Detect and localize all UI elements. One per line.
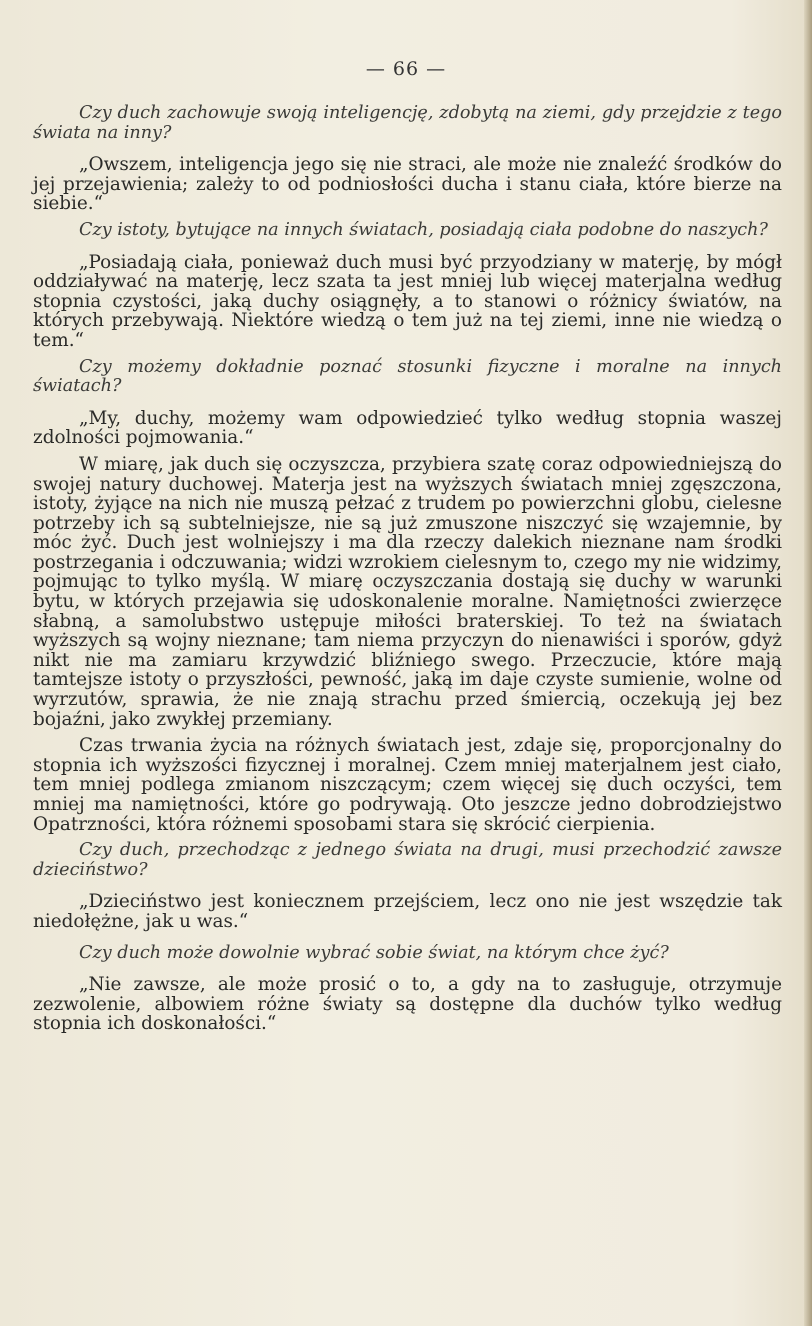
question-paragraph: Czy duch, przechodząc z jednego świata na drugi, musi przechodzić zawsze dzieciństwo?: [33, 840, 782, 880]
question-paragraph: Czy duch może dowolnie wybrać sobie świat, na którym chce żyć?: [79, 942, 669, 963]
body-paragraph: W miarę, jak duch się oczyszcza, przybiera szatę coraz odpowiedniejszą do swojej natury duchowej. Materja jest na wyższych światach mniej zgęszczona, istoty, żyjące na nich nie muszą pełzać z trudem po powierzchni globu, cielesne potrzeby ich są subtelniejsze, nie są już zmuszone niszczyć się wzajemnie, by móc żyć. Duch jest wolniejszy i ma dla rzeczy dalekich nieznane nam środki postrzegania i odczuwania; widzi wzrokiem cielesnym to, czego my nie widzimy, pojmując to tylko myślą. W miarę oczyszczania dostają się duchy w warunki bytu, w których przejawia się udoskonalenie moralne. Namiętności zwierzęce słabną, a samolubstwo ustępuje miłości braterskiej. To też na światach wyższych są wojny nieznane; tam niema przyczyn do nienawiści i sporów, gdyż nikt nie ma zamiaru krzywdzić bliźniego swego. Przeczucie, które mają tamtejsze istoty o przyszłości, pewność, jaką im daje czyste sumienie, wolne od wyrzutów, sprawia, że nie znają strachu przed śmiercią, oczekują jej bez bojaźni, jako zwykłej przemiany.: [33, 453, 782, 730]
page-number: — 66 —: [365, 58, 447, 80]
answer-paragraph: „Nie zawsze, ale może prosić o to, a gdy na to zasługuje, otrzymuje zezwolenie, albowiem różne światy są dostępne dla duchów tylko według stopnia ich doskonałości.“: [33, 974, 782, 1035]
answer-paragraph: „Owszem, inteligencja jego się nie straci, ale może nie znaleźć środków do jej przejawienia; zależy to od podniosłości ducha i stanu ciała, które bierze na siebie.“: [33, 154, 782, 215]
question-paragraph: Czy możemy dokładnie poznać stosunki fizyczne i moralne na innych światach?: [33, 356, 782, 397]
page-edge: [804, 0, 812, 1326]
answer-paragraph: „Posiadają ciała, ponieważ duch musi być przyodziany w materję, by mógł oddziaływać na materję, lecz szata ta jest mniej lub więcej materjalna według stopnia czystości, jaką duchy osiągnęły, a to stanowi o różnicy światów, na których przebywają. Niektóre wiedzą o tem już na tej ziemi, inne nie wiedzą o tem.“: [33, 251, 782, 351]
question-paragraph: Czy istoty, bytujące na innych światach, posiadają ciała podobne do naszych?: [79, 219, 768, 240]
page-text: [33, 104, 782, 1034]
answer-paragraph: „My, duchy, możemy wam odpowiedzieć tylko według stopnia waszej zdolności pojmowania.“: [33, 407, 782, 449]
answer-paragraph: „Dzieciństwo jest koniecznem przejściem, lecz ono nie jest wszędzie tak niedołężne, jak u was.“: [33, 891, 782, 932]
body-paragraph: Czas trwania życia na różnych światach jest, zdaje się, proporcjonalny do stopnia ich wyższości fizycznej i moralnej. Czem mniej materjalnem jest ciało, tem mniej podlega zmianom niszczącym; czem więcej się duch oczyści, tem mniej ma namiętności, które go podrywają. Oto jeszcze jedno dobrodziejstwo Opatrzności, która różnemi sposobami stara się skrócić cierpienia.: [33, 735, 782, 835]
question-paragraph: Czy duch zachowuje swoją inteligencję, zdobytą na ziemi, gdy przejdzie z tego świata na inny?: [33, 103, 782, 143]
